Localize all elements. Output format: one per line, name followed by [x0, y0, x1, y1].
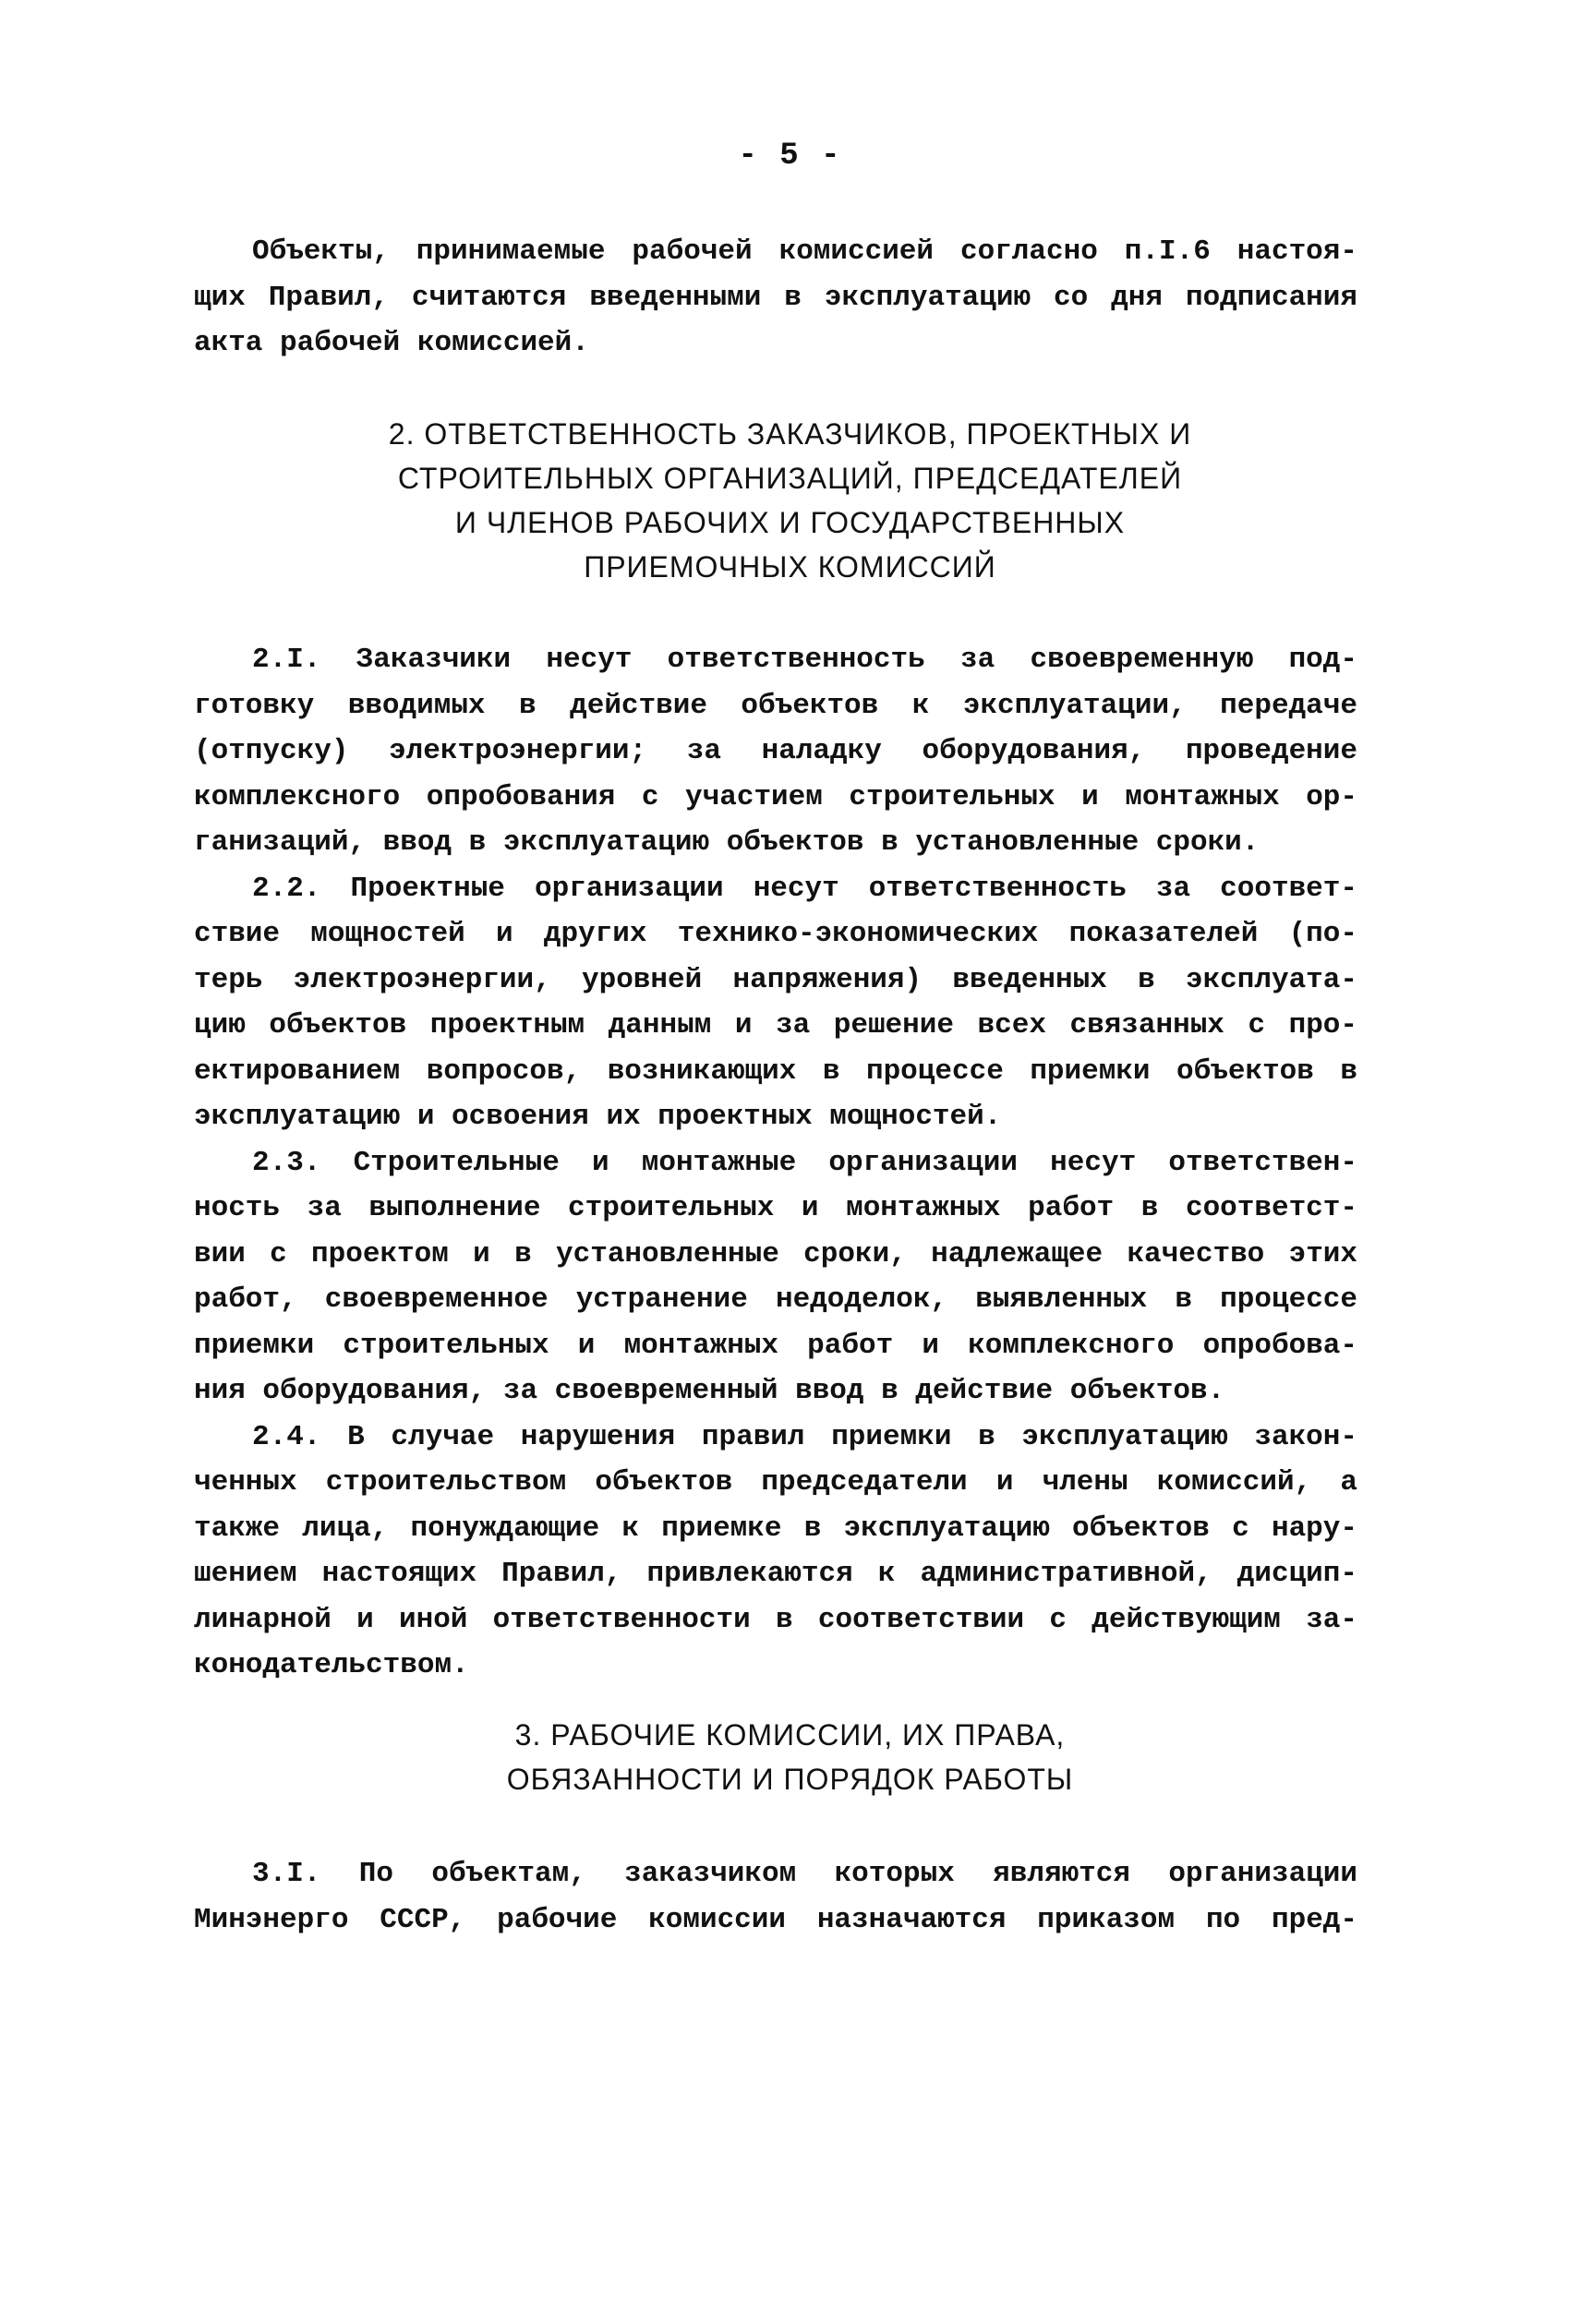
text-line: 3.I. По объектам, заказчиком которых являются организации	[252, 1858, 1357, 1890]
text-line: ния оборудования, за своевременный ввод в действие объектов.	[194, 1375, 1225, 1407]
paragraph-2-1	[194, 637, 1357, 866]
text-line: ствие мощностей и других технико-экономических показателей (по-	[194, 918, 1357, 950]
text-line: также лица, понуждающие к приемке в эксплуатацию объектов с нару-	[194, 1511, 1357, 1545]
section-3-heading	[0, 1713, 1580, 1801]
text-line: 2.3. Строительные и монтажные организации несут ответствен-	[252, 1146, 1357, 1179]
heading-line: И ЧЛЕНОВ РАБОЧИХ И ГОСУДАРСТВЕННЫХ	[454, 506, 1126, 539]
heading-line: ОБЯЗАННОСТИ И ПОРЯДОК РАБОТЫ	[506, 1763, 1074, 1796]
text-line: щих Правил, считаются введенными в эксплуатацию со дня подписания	[194, 281, 1357, 314]
text-line: Минэнерго СССР, рабочие комиссии назначаются приказом по пред-	[194, 1903, 1357, 1936]
text-line: готовку вводимых в действие объектов к эксплуатации, передаче	[194, 689, 1357, 722]
text-line: Объекты, принимаемые рабочей комиссией согласно п.I.6 настоя-	[252, 235, 1357, 268]
text-line: 2.I. Заказчики несут ответственность за своевременную под-	[252, 644, 1357, 676]
text-line: цию объектов проектным данным и за решение всех связанных с про-	[194, 1009, 1357, 1042]
intro-paragraph	[194, 229, 1357, 367]
section-2-body	[194, 637, 1357, 1689]
text-line: терь электроэнергии, уровней напряжения) введенных в эксплуата-	[194, 963, 1357, 996]
text-line: конодательством.	[194, 1649, 469, 1681]
text-line: ность за выполнение строительных и монтажных работ в соответст-	[194, 1192, 1357, 1224]
heading-line: ПРИЕМОЧНЫХ КОМИССИЙ	[584, 550, 996, 584]
text-line: ганизаций, ввод в эксплуатацию объектов в установленные сроки.	[194, 826, 1260, 859]
heading-line: СТРОИТЕЛЬНЫХ ОРГАНИЗАЦИЙ, ПРЕДСЕДАТЕЛЕЙ	[397, 462, 1183, 495]
text-line: ектированием вопросов, возникающих в процессе приемки объектов в	[194, 1054, 1357, 1088]
text-line: линарной и иной ответственности в соответствии с действующим за-	[194, 1603, 1357, 1636]
text-line: работ, своевременное устранение недоделок, выявленных в процессе	[194, 1283, 1357, 1316]
paragraph-2-2	[194, 866, 1357, 1140]
text-line: эксплуатацию и освоения их проектных мощностей.	[194, 1101, 1002, 1133]
text-line: комплексного опробования с участием строительных и монтажных ор-	[194, 780, 1357, 813]
text-line: (отпуску) электроэнергии; за наладку оборудования, проведение	[194, 735, 1357, 767]
section-2-heading	[0, 412, 1580, 589]
text-line: 2.4. В случае нарушения правил приемки в эксплуатацию закон-	[252, 1420, 1357, 1453]
text-line: 2.2. Проектные организации несут ответственность за соответ-	[252, 872, 1357, 905]
paragraph-2-3	[194, 1140, 1357, 1415]
paragraph-2-4	[194, 1415, 1357, 1689]
heading-line: 3. РАБОЧИЕ КОМИССИИ, ИХ ПРАВА,	[514, 1718, 1066, 1752]
paragraph-3-1	[194, 1851, 1357, 1943]
text-line: вии с проектом и в установленные сроки, надлежащее качество этих	[194, 1237, 1357, 1270]
section-3-body	[194, 1851, 1357, 1943]
text-line: ченных строительством объектов председатели и члены комиссий, а	[194, 1466, 1357, 1499]
text-line: приемки строительных и монтажных работ и комплексного опробова-	[194, 1329, 1357, 1362]
heading-line: 2. ОТВЕТСТВЕННОСТЬ ЗАКАЗЧИКОВ, ПРОЕКТНЫХ И	[388, 417, 1192, 451]
page-number: - 5 -	[738, 138, 842, 174]
text-line: акта рабочей комиссией.	[194, 327, 589, 359]
text-line: шением настоящих Правил, привлекаются к административной, дисцип-	[194, 1558, 1357, 1590]
